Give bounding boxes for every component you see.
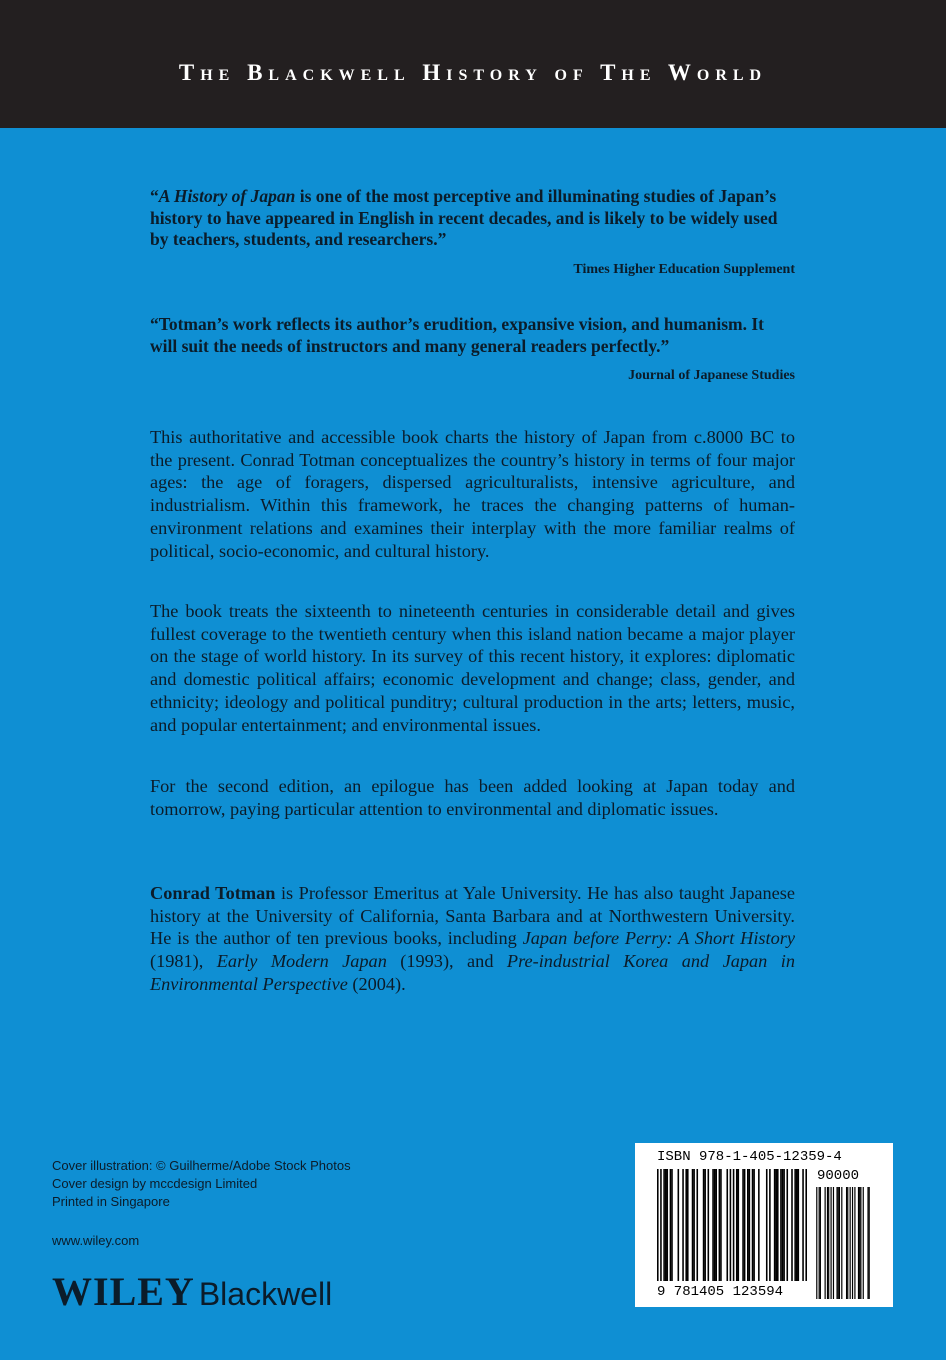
barcode-bar [858, 1187, 859, 1299]
isbn-number: ISBN 978-1-405-12359-4 [657, 1149, 842, 1165]
barcode-bar [660, 1169, 662, 1281]
barcode-bar [859, 1187, 860, 1299]
barcode-bar [663, 1169, 665, 1281]
barcode-bar [847, 1187, 848, 1299]
author-name: Conrad Totman [150, 883, 276, 903]
quote-open-mark: “ [150, 186, 159, 206]
barcode-bar [696, 1169, 698, 1281]
barcode-bar [782, 1169, 784, 1281]
description-paragraph-2: The book treats the sixteenth to nineteenth centuries in considerable detail and gives fullest coverage to the twentieth century when this island nation became a major player on the stage of world history. In its survey of this recent history, it explores: diplomatic and domestic political affairs; economic development and change; class, gender, and ethnicity; ideology and political punditry; cultural production in the arts; letters, music, and popular entertainment; and environmental issues. [150, 601, 795, 735]
barcode-bar [712, 1169, 714, 1281]
barcode-bar [796, 1169, 798, 1281]
book-title: Pre-industrial Korea and Japan in Environmental Perspective [150, 951, 795, 994]
barcode-bar [693, 1169, 695, 1281]
barcode-bar [786, 1169, 788, 1281]
barcode-bar [794, 1169, 796, 1281]
barcode-bar [805, 1169, 807, 1281]
barcode-bar [863, 1187, 864, 1299]
barcode-bar [769, 1169, 771, 1281]
barcode-bar [665, 1169, 667, 1281]
barcode-bar [714, 1169, 716, 1281]
barcode-bar [749, 1169, 751, 1281]
barcode-bar [850, 1187, 851, 1299]
logo-wiley-text: WILEY [52, 1269, 195, 1314]
barcode-bar [708, 1169, 710, 1281]
description-paragraph-3: For the second edition, an epilogue has been added looking at Japan today and tomorrow, paying particular attention to environmental and diplomatic issues. [150, 776, 795, 819]
isbn-barcode [635, 1143, 893, 1307]
ean5-addon-barcode [815, 1187, 871, 1299]
barcode-bar [753, 1169, 755, 1281]
barcode-bar [687, 1169, 689, 1281]
barcode-bar [838, 1187, 839, 1299]
barcode-bar [869, 1187, 870, 1299]
description-paragraph-1: This authoritative and accessible book charts the history of Japan from c.8000 BC to the present. Conrad Totman conceptualizes the country’s history in terms of four major ages: the age of foragers, dispersed agriculturalists, intensive agriculture, and industrialism. Within this framework, he traces the changing patterns of human-environment relations and examines their interplay with the more familiar realms of political, socio-economic, and cultural history. [150, 427, 795, 561]
barcode-bar [775, 1169, 777, 1281]
barcode-bar [841, 1187, 842, 1299]
author-bio: Conrad Totman is Professor Emeritus at Yale University. He has also taught Japanese history at the University of California, Santa Barbara and at Northwestern University. He is the author of ten previous books, including Japan before Perry: A Short History (1981), Early Modern Japan (1993), and Pre-industrial Korea and Japan in Environmental Perspective (2004). [150, 883, 796, 994]
barcode-bar [766, 1169, 768, 1281]
barcode-bar [752, 1169, 754, 1281]
barcode-bar [742, 1169, 744, 1281]
barcode-bar [657, 1169, 659, 1281]
publisher-website: www.wiley.com [52, 1233, 140, 1248]
barcode-bar [774, 1169, 776, 1281]
book-title: Early Modern Japan [216, 951, 387, 972]
barcode-bar [733, 1169, 735, 1281]
illustration-credit: Cover illustration: © Guilherme/Adobe Stock Photos [52, 1158, 351, 1173]
barcode-bar [839, 1187, 840, 1299]
barcode-bar [747, 1169, 749, 1281]
wiley-blackwell-logo [52, 1268, 332, 1315]
barcode-bar [836, 1187, 837, 1299]
ean13-barcode [657, 1169, 807, 1281]
barcode-bar [827, 1187, 828, 1299]
barcode-bar [758, 1169, 760, 1281]
barcode-bar [703, 1169, 705, 1281]
barcode-bar [867, 1187, 868, 1299]
barcode-bar [704, 1169, 706, 1281]
barcode-bar [670, 1169, 672, 1281]
price-code: 90000 [817, 1168, 860, 1184]
book-title: Japan before Perry: A Short History [522, 928, 795, 949]
barcode-bar [666, 1169, 668, 1281]
barcode-bar [833, 1187, 834, 1299]
barcode-bar [777, 1169, 779, 1281]
barcode-bar [780, 1169, 782, 1281]
barcode-bar [719, 1169, 721, 1281]
barcode-bar [820, 1187, 821, 1299]
barcode-bar [828, 1187, 829, 1299]
barcode-bar [783, 1169, 785, 1281]
barcode-bar [671, 1169, 673, 1281]
barcode-bar [682, 1169, 684, 1281]
barcode-bar [802, 1169, 804, 1281]
series-title: The Blackwell History of The World [178, 60, 768, 85]
barcode-bar [860, 1187, 861, 1299]
design-credit: Cover design by mccdesign Limited [52, 1176, 258, 1191]
barcode-bar [692, 1169, 694, 1281]
barcode-bar [854, 1187, 855, 1299]
cover-credits [52, 1157, 351, 1211]
printed-location: Printed in Singapore [52, 1194, 170, 1209]
barcode-bar [798, 1169, 800, 1281]
barcode-bar [825, 1187, 826, 1299]
barcode-bar [715, 1169, 717, 1281]
barcode-bar [736, 1169, 738, 1281]
quote-text: is one of the most perceptive and illuminating studies of Japan’s history to have appeared in English in recent decades, and is likely to be widely used by teachers, students, and researchers.” [150, 186, 778, 249]
ean-digits: 9 781405 123594 [657, 1284, 784, 1300]
review-quote-2: “Totman’s work reflects its author’s erudition, expansive vision, and humanism. It will suit the needs of instructors and many general readers perfectly.” [150, 314, 765, 356]
barcode-bar [819, 1187, 820, 1299]
review-source-2: Journal of Japanese Studies [628, 368, 795, 383]
barcode-bar [852, 1187, 853, 1299]
review-quote-1 [150, 186, 795, 251]
quote-book-title: A History of Japan [158, 186, 296, 206]
barcode-bar [738, 1169, 740, 1281]
barcode-bar [730, 1169, 732, 1281]
barcode-bar [791, 1169, 793, 1281]
barcode-bar [816, 1187, 817, 1299]
barcode-bar [744, 1169, 746, 1281]
review-source-1: Times Higher Education Supplement [573, 262, 795, 277]
barcode-bar [720, 1169, 722, 1281]
barcode-bar [830, 1187, 831, 1299]
barcode-bar [846, 1187, 847, 1299]
barcode-bar [678, 1169, 680, 1281]
barcode-bar [685, 1169, 687, 1281]
logo-blackwell-text: Blackwell [198, 1276, 333, 1312]
barcode-bar [726, 1169, 728, 1281]
